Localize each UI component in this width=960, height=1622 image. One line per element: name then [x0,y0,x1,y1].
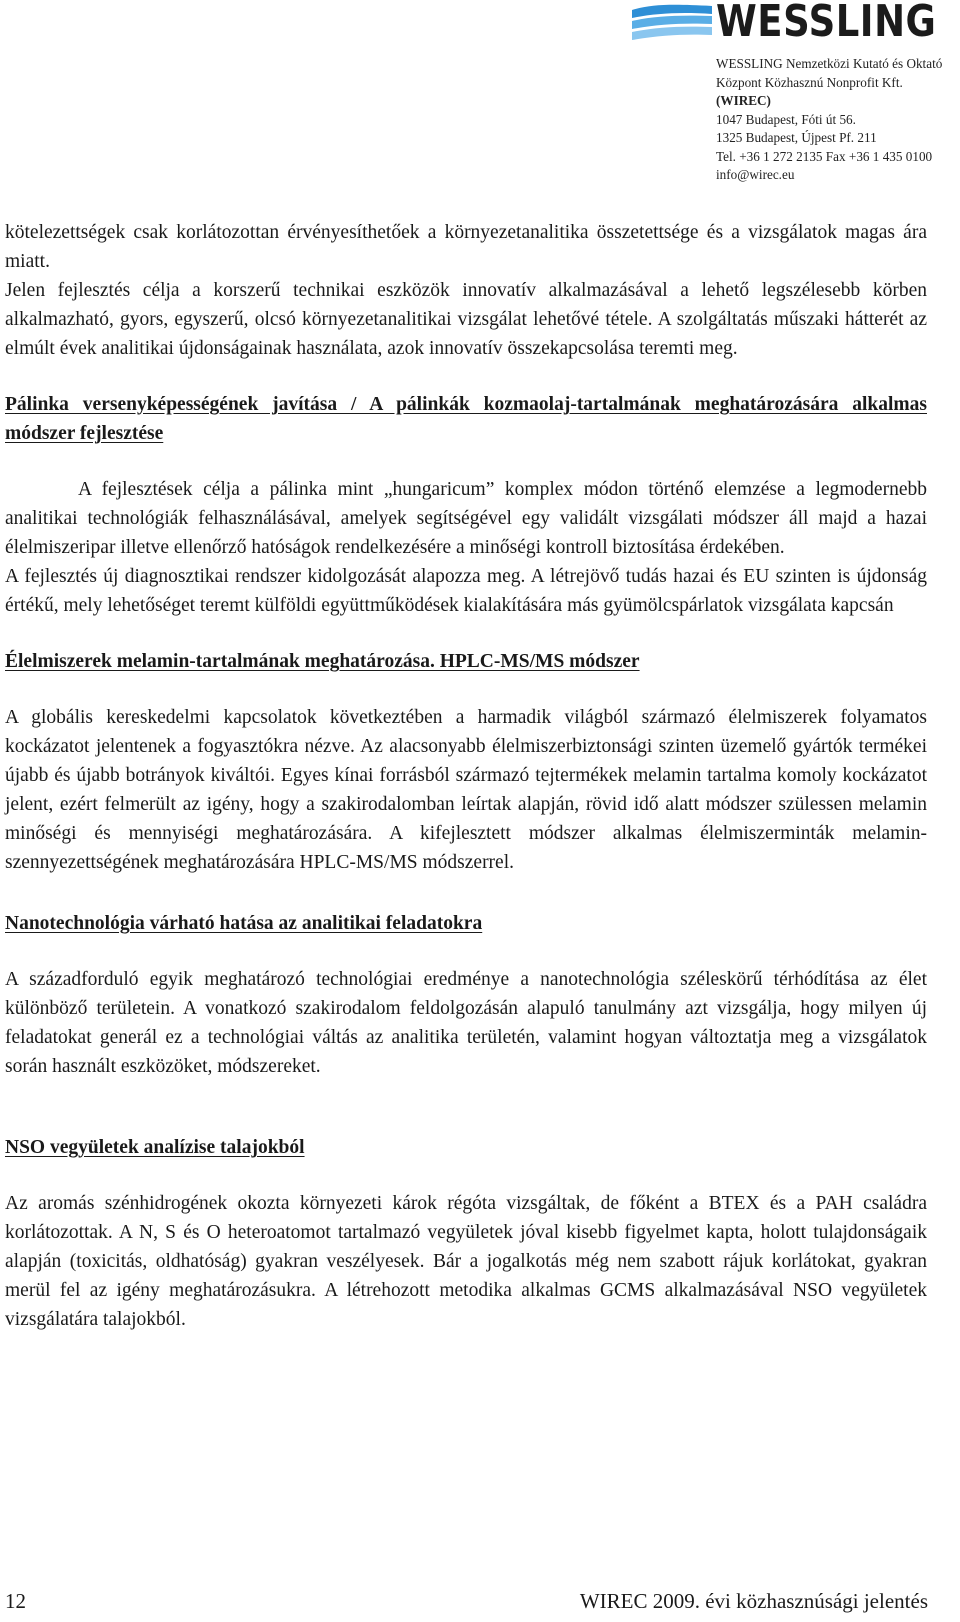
logo-wave-icon [632,4,712,40]
paragraph: Az aromás szénhidrogének okozta környezeti károk régóta vizsgáltak, de főként a BTEX és a PAH családra korlátozottak. A N, S és O heteroatomot tartalmazó vegyületek jóval kisebb figyelmet kapta, holott tulajdonságaik alapján (toxicitás, oldhatóság) gyakran veszélyesek. Bár a jogalkotás még nem szabott rájuk korlátokat, gyakran merül fel az igény meghatározásukra. A létrehozott metodika alkalmas GCMS alkalmazásával NSO vegyületek vizsgálatára talajokból. [5,1193,927,1330]
email-address: info@wirec.eu [716,167,795,182]
company-address [716,55,956,185]
address-line: Központ Közhasznú Nonprofit Kft. [716,74,903,90]
page-header [632,0,943,195]
section-heading: Nanotechnológia várható hatása az analitikai feladatokra [5,913,483,934]
paragraph: Jelen fejlesztés célja a korszerű technikai eszközök innovatív alkalmazásával a lehető legszélesebb körben alkalmazható, gyors, egyszerű, olcsó környezetanalitikai vizsgálat lehetővé tétele. A szolgáltatás műszaki hátterét az elmúlt évek analitikai újdonságainak használata, azok innovatív összekapcsolása teremti meg. [5,280,927,359]
address-line: 1325 Budapest, Újpest Pf. 211 [716,130,877,145]
section-heading: NSO vegyületek analízise talajokból [5,1137,305,1158]
document-body [5,218,927,1334]
address-line: Tel. +36 1 272 2135 Fax +36 1 435 0100 [716,148,933,164]
paragraph: kötelezettségek csak korlátozottan érvényesíthetőek a környezetanalitika összetettsége és a vizsgálatok magas ára miatt. [5,222,927,272]
report-title: WIREC 2009. évi közhasznúsági jelentés [579,1589,928,1613]
paragraph: A globális kereskedelmi kapcsolatok következtében a harmadik világból származó élelmiszerek folyamatos kockázatot jelentenek a fogyasztókra nézve. Az alacsonyabb élelmiszerbiztonsági szinten üzemelő gyártók termékei újabb és újabb botrányok kiváltói. Egyes kínai forrásból származó tejtermékek melamin tartalma komoly kockázatot jelent, ezért felmerült az igény, hogy a szakirodalomban leírtak alapján, rövid idő alatt módszer szülessen melamin minőségi és mennyiségi meghatározására. A kifejlesztett módszer alkalmas élelmiszerminták melamin-szennyezettségének meghatározására HPLC-MS/MS módszerrel. [5,707,927,873]
wessling-logo [632,0,937,48]
address-line: 1047 Budapest, Fóti út 56. [716,111,856,127]
page-number: 12 [5,1589,26,1613]
section-heading: Élelmiszerek melamin-tartalmának meghatározása. HPLC-MS/MS módszer [5,651,640,672]
paragraph: A századforduló egyik meghatározó technológiai eredménye a nanotechnológia széleskörű térhódítása az élet különböző területein. A vonatkozó szakirodalom feldolgozásán alapuló tanulmány azt vizsgálja, hogy milyen új feladatokat generál ez a technológiai váltás az analitika területén, valamint hogyan változtatja meg a vizsgálatok során használt eszközöket, módszereket. [5,969,927,1077]
page-footer [5,1589,928,1614]
address-line: WESSLING Nemzetközi Kutató és Oktató [716,56,943,71]
section-heading: Pálinka versenyképességének javítása / A pálinkák kozmaolaj-tartalmának meghatározására alkalmas módszer fejlesztése [5,394,927,444]
logo-wordmark: WESSLING [716,0,937,47]
paragraph: A fejlesztés új diagnosztikai rendszer kidolgozását alapozza meg. A létrejövő tudás hazai és EU szinten is újdonság értékű, mely lehetőséget teremt külföldi együttműködések kialakítására más gyümölcspárlatok vizsgálata kapcsán [5,566,927,616]
paragraph: A fejlesztések célja a pálinka mint „hungaricum” komplex módon történő elemzése a legmodernebb analitikai technológiák felhasználásával, amelyek segítségével egy validált vizsgálati módszer áll majd a hazai élelmiszeripar illetve ellenőrző hatóságok rendelkezésére a minőségi kontroll biztosítása érdekében. [5,479,927,558]
address-line: (WIREC) [716,93,771,108]
